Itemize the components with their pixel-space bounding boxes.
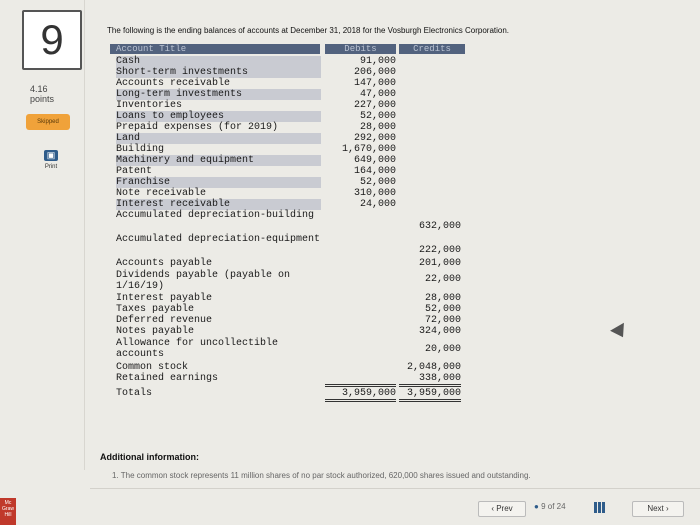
print-label: Print — [44, 164, 58, 170]
account-title-cell: Accounts receivable — [116, 78, 231, 89]
account-title-cell: Machinery and equipment — [116, 155, 321, 166]
page-indicator[interactable] — [534, 502, 566, 511]
prev-button[interactable]: ‹ Prev — [478, 501, 526, 517]
account-title-cell: Notes payable — [116, 326, 195, 337]
account-title-cell: Cash — [116, 56, 321, 67]
credit-cell: 324,000 — [418, 326, 461, 337]
next-button[interactable]: Next › — [632, 501, 684, 517]
question-number: 9 — [22, 10, 82, 70]
credit-cell: 3,959,000 — [406, 388, 461, 399]
credit-cell: 2,048,000 — [406, 362, 461, 373]
sidebar-divider — [84, 0, 85, 470]
account-title-cell: Accumulated depreciation-equipment — [116, 234, 321, 245]
account-title-cell: Interest receivable — [116, 199, 321, 210]
account-title-cell: Common stock — [116, 362, 189, 373]
question-prompt: The following is the ending balances of accounts at December 31, 2018 for the Vosburgh Electronics Corporation. — [107, 26, 510, 35]
page-current: 9 — [541, 502, 546, 511]
credit-cell: 20,000 — [424, 344, 461, 355]
publisher-logo: Mc Graw Hill — [0, 498, 16, 525]
debit-cell: 28,000 — [359, 122, 396, 133]
debit-cell: 206,000 — [353, 67, 396, 78]
debit-cell: 310,000 — [353, 188, 396, 199]
debit-cell: 1,670,000 — [341, 144, 396, 155]
total-rule — [399, 399, 461, 400]
account-title-cell: Taxes payable — [116, 304, 195, 315]
total-rule — [325, 401, 396, 402]
total-rule — [325, 386, 396, 387]
account-title-cell: Long-term investments — [116, 89, 321, 100]
debit-cell: 47,000 — [359, 89, 396, 100]
print-button[interactable] — [36, 150, 66, 170]
debit-cell: 3,959,000 — [341, 388, 396, 399]
credit-cell: 52,000 — [424, 304, 461, 315]
debit-cell: 52,000 — [359, 111, 396, 122]
printer-icon: ▣ — [44, 150, 58, 161]
account-title-cell: Prepaid expenses (for 2019) — [116, 122, 279, 133]
account-title-cell: Retained earnings — [116, 373, 219, 384]
account-title-cell: Dividends payable (payable on 1/16/19) — [116, 270, 291, 292]
account-title-cell: Short-term investments — [116, 67, 321, 78]
grid-icon[interactable] — [594, 502, 605, 513]
total-rule — [399, 386, 461, 387]
debit-cell: 24,000 — [359, 199, 396, 210]
total-rule — [399, 401, 461, 402]
total-rule — [325, 384, 396, 385]
header-credits: Credits — [399, 44, 465, 54]
total-rule — [325, 399, 396, 400]
account-title-cell: Allowance for uncollectible accounts — [116, 338, 279, 360]
mouse-cursor-icon — [610, 323, 630, 341]
header-debits: Debits — [325, 44, 396, 54]
points-value: 4.16 points — [30, 84, 55, 104]
account-title-cell: Deferred revenue — [116, 315, 213, 326]
account-title-cell: Interest payable — [116, 293, 213, 304]
footer-divider — [90, 488, 700, 489]
account-title-cell: Totals — [116, 388, 153, 399]
account-title-cell: Inventories — [116, 100, 183, 111]
header-account-title: Account Title — [110, 44, 320, 54]
credit-cell: 222,000 — [418, 245, 461, 256]
credit-cell: 28,000 — [424, 293, 461, 304]
account-title-cell: Accounts payable — [116, 258, 213, 269]
debit-cell: 52,000 — [359, 177, 396, 188]
total-rule — [399, 384, 461, 385]
debit-cell: 147,000 — [353, 78, 396, 89]
account-title-cell: Building — [116, 144, 165, 155]
debit-cell: 91,000 — [359, 56, 396, 67]
credit-cell: 201,000 — [418, 258, 461, 269]
additional-info-line: 1. The common stock represents 11 million shares of no par stock authorized, 620,000 shares issued and outstanding. — [112, 471, 531, 480]
debit-cell: 649,000 — [353, 155, 396, 166]
debit-cell: 164,000 — [353, 166, 396, 177]
credit-cell: 338,000 — [418, 373, 461, 384]
credit-cell: 72,000 — [424, 315, 461, 326]
debit-cell: 227,000 — [353, 100, 396, 111]
account-title-cell: Land — [116, 133, 321, 144]
credit-cell: 22,000 — [424, 274, 461, 285]
credit-cell: 632,000 — [418, 221, 461, 232]
additional-info-heading: Additional information: — [100, 452, 199, 462]
page-of: of 24 — [547, 502, 566, 511]
account-title-cell: Accumulated depreciation-building — [116, 210, 315, 221]
skipped-badge: Skipped — [26, 114, 70, 130]
debit-cell: 292,000 — [353, 133, 396, 144]
account-title-cell: Patent — [116, 166, 153, 177]
account-title-cell: Franchise — [116, 177, 321, 188]
account-title-cell: Loans to employees — [116, 111, 321, 122]
account-title-cell: Note receivable — [116, 188, 207, 199]
page-dot-icon: ● — [534, 502, 539, 511]
